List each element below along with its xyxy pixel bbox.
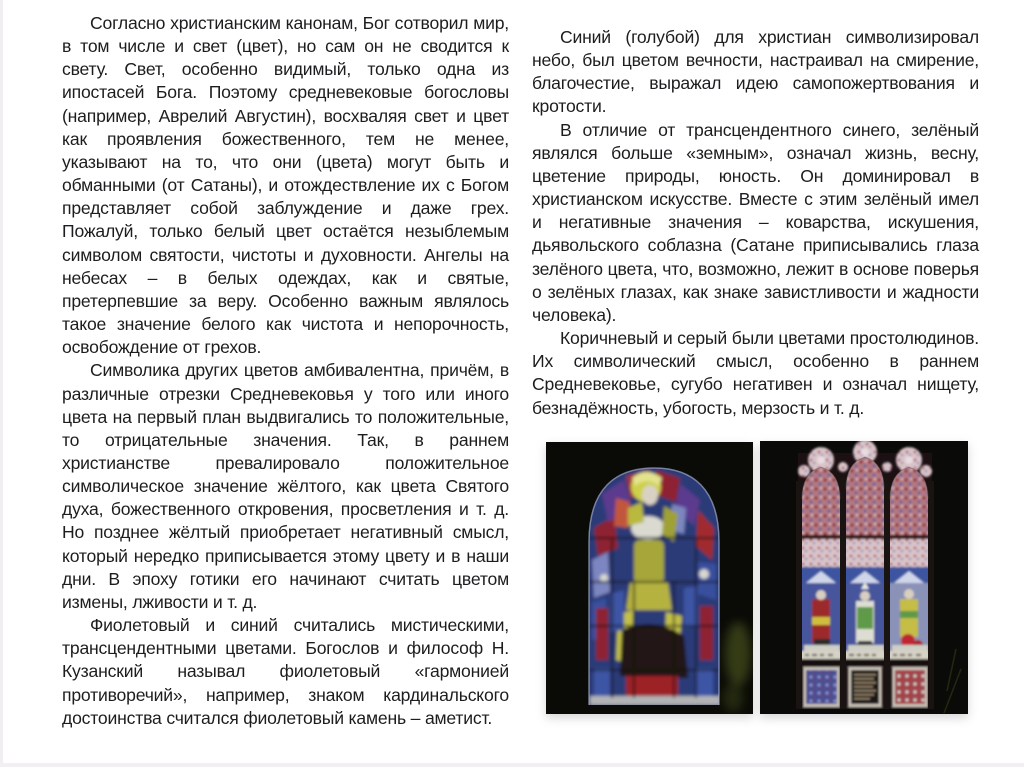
paragraph: Коричневый и серый были цветами простолюдинов. Их символический смысл, особенно в раннем Средневековье, сугубо негативен и означал нищету, безнадёжность, убогость, мерзость и т. д. <box>532 328 979 418</box>
paragraph: Согласно христианским канонам, Бог сотворил мир, в том числе и свет (цвет), но сам он не сводится к свету. Свет, особенно видимый, только одна из ипостасей Бога. Поэтому средневековые богословы (например, Аврелий Августин), восхваляя свет и цвет как проявления божественного, тем не менее, указывают на то, что они (цвета) могут быть и обманными (от Сатаны), и отождествление их с Богом представляет собой заблуждение и даже грех. Пожалуй, только белый цвет остаётся незыблемым символом святости, чистоты и духовности. Ангелы на небесах – в белых одеждах, как и святые, претерпевшие за веру. Особенно важным являлось такое значение белого как чистота и непорочность, освобождение от грехов. <box>62 13 509 358</box>
stained-glass-photo-right <box>760 441 968 714</box>
page-bottom-edge <box>0 763 1024 767</box>
right-text-column <box>532 26 979 420</box>
paragraph: Синий (голубой) для христиан символизировал небо, был цветом вечности, настраивал на смирение, благочестие, выражал идею самопожертвования и кротости. <box>532 27 979 117</box>
paragraph: Фиолетовый и синий считались мистическими, трансцендентными цветами. Богослов и философ Н. Кузанский называл фиолетовый «гармонией противоречий», например, знаком кардинальского достоинства считался фиолетовый камень – аметист. <box>62 615 509 728</box>
left-text-column <box>62 12 509 730</box>
stained-glass-photo-left <box>546 442 753 714</box>
window-glass <box>584 462 724 712</box>
page-left-edge <box>0 0 3 767</box>
lancet-center <box>844 451 886 713</box>
lancet-right <box>888 457 930 713</box>
stained-glass-window-with-saint-figure <box>546 442 753 714</box>
three-lancet-gothic-stained-glass-window <box>760 441 968 714</box>
paragraph: В отличие от трансцендентного синего, зелёный являлся больше «земным», означал жизнь, весну, цветение природы, юность. Он доминировал в христианском искусстве. Вместе с этим зелёный имел и негативные значения – коварства, искушения, дьявольского соблазна (Сатане приписывались глаза зелёного цвета, что, возможно, лежит в основе поверья о зелёных глазах, как знаке завистливости и жадности человека). <box>532 119 979 325</box>
paragraph: Символика других цветов амбивалентна, причём, в различные отрезки Средневековья у того или иного цвета на первый план выдвигались то положительные, то отрицательные значения. Так, в раннем христианстве превалировало положительное символическое значение жёлтого, как цвета Святого духа, божественного откровения, просветления и т. д. Но позднее жёлтый приобретает негативный смысл, который нередко приписывается этому цвету и в наши дни. В эпоху готики его начинают считать цветом измены, лживости и т. д. <box>62 360 509 612</box>
lancet-left <box>800 457 842 713</box>
